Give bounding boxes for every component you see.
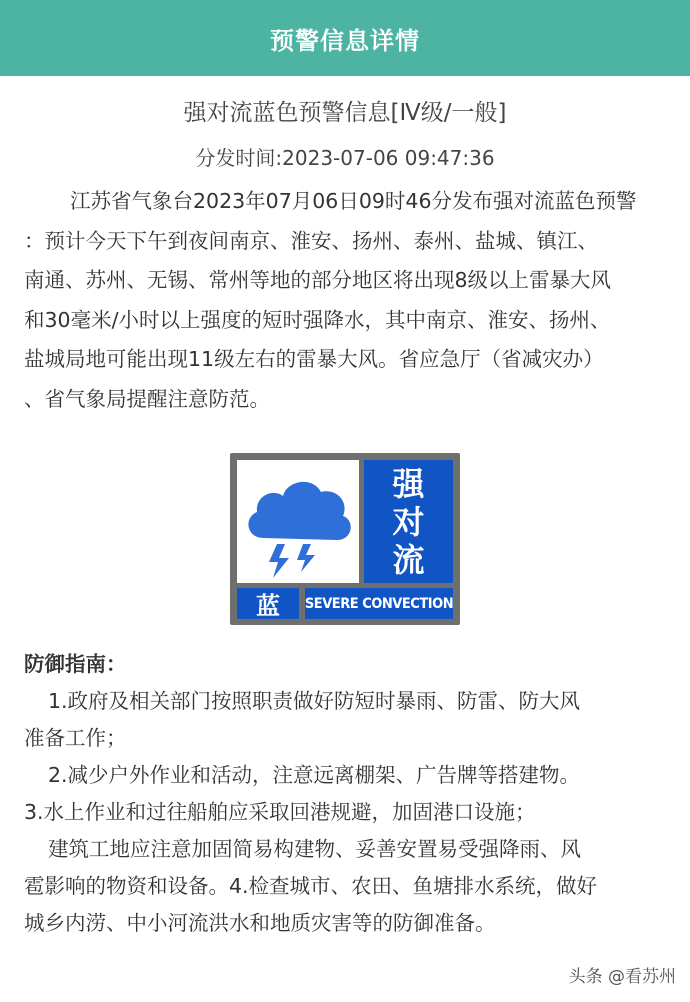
page-title: 预警信息详情 [270, 26, 420, 55]
issue-time: 分发时间:2023-07-06 09:47:36 [195, 146, 495, 170]
signal-char: 流 [392, 540, 425, 579]
defense-guide [24, 646, 674, 942]
watermark: 头条 @看苏州 [568, 967, 676, 987]
page-header [0, 0, 690, 76]
guide-line: 雹影响的物资和设备。4.检查城市、农田、鱼塘排水系统，做好 [24, 874, 598, 898]
guide-line: 1.政府及相关部门按照职责做好防短时暴雨、防雷、防大风 [48, 689, 581, 713]
guide-heading: 防御指南： [24, 652, 127, 676]
guide-line: 城乡内涝、中小河流洪水和地质灾害等的防御准备。 [24, 911, 496, 935]
warning-body-line: 和30毫米/小时以上强度的短时强降水，其中南京、淮安、扬州、 [24, 307, 611, 332]
signal-char: 对 [392, 502, 425, 541]
warning-body-line: 南通、苏州、无锡、常州等地的部分地区将出现8级以上雷暴大风 [24, 268, 612, 292]
warning-body-line: 、省气象局提醒注意防范。 [24, 386, 270, 411]
guide-line: 准备工作； [24, 726, 127, 750]
signal-char: 强 [392, 464, 425, 503]
guide-line: 3.水上作业和过往船舶应采取回港规避，加固港口设施； [24, 800, 536, 824]
guide-line: 建筑工地应注意加固简易构建物、妥善安置易受强降雨、风 [48, 837, 581, 861]
signal-word-box [364, 460, 453, 583]
warning-body-line: 江苏省气象台2023年07月06日09时46分发布强对流蓝色预警 [70, 189, 637, 213]
warning-body-line: 盐城局地可能出现11级左右的雷暴大风。省应急厅（省减灾办） [24, 347, 604, 371]
warning-body [24, 182, 672, 419]
warning-body-line: ：预计今天下午到夜间南京、淮安、扬州、泰州、盐城、镇江、 [24, 228, 598, 253]
warning-title: 强对流蓝色预警信息[Ⅳ级/一般] [183, 100, 507, 126]
signal-english-label: SEVERE CONVECTION [305, 588, 453, 619]
warning-signal-image [230, 453, 460, 625]
guide-line: 2.减少户外作业和活动，注意远离棚架、广告牌等搭建物。 [48, 763, 581, 787]
signal-level-label: 蓝 [237, 588, 299, 619]
thunderstorm-cloud-icon [237, 460, 359, 583]
